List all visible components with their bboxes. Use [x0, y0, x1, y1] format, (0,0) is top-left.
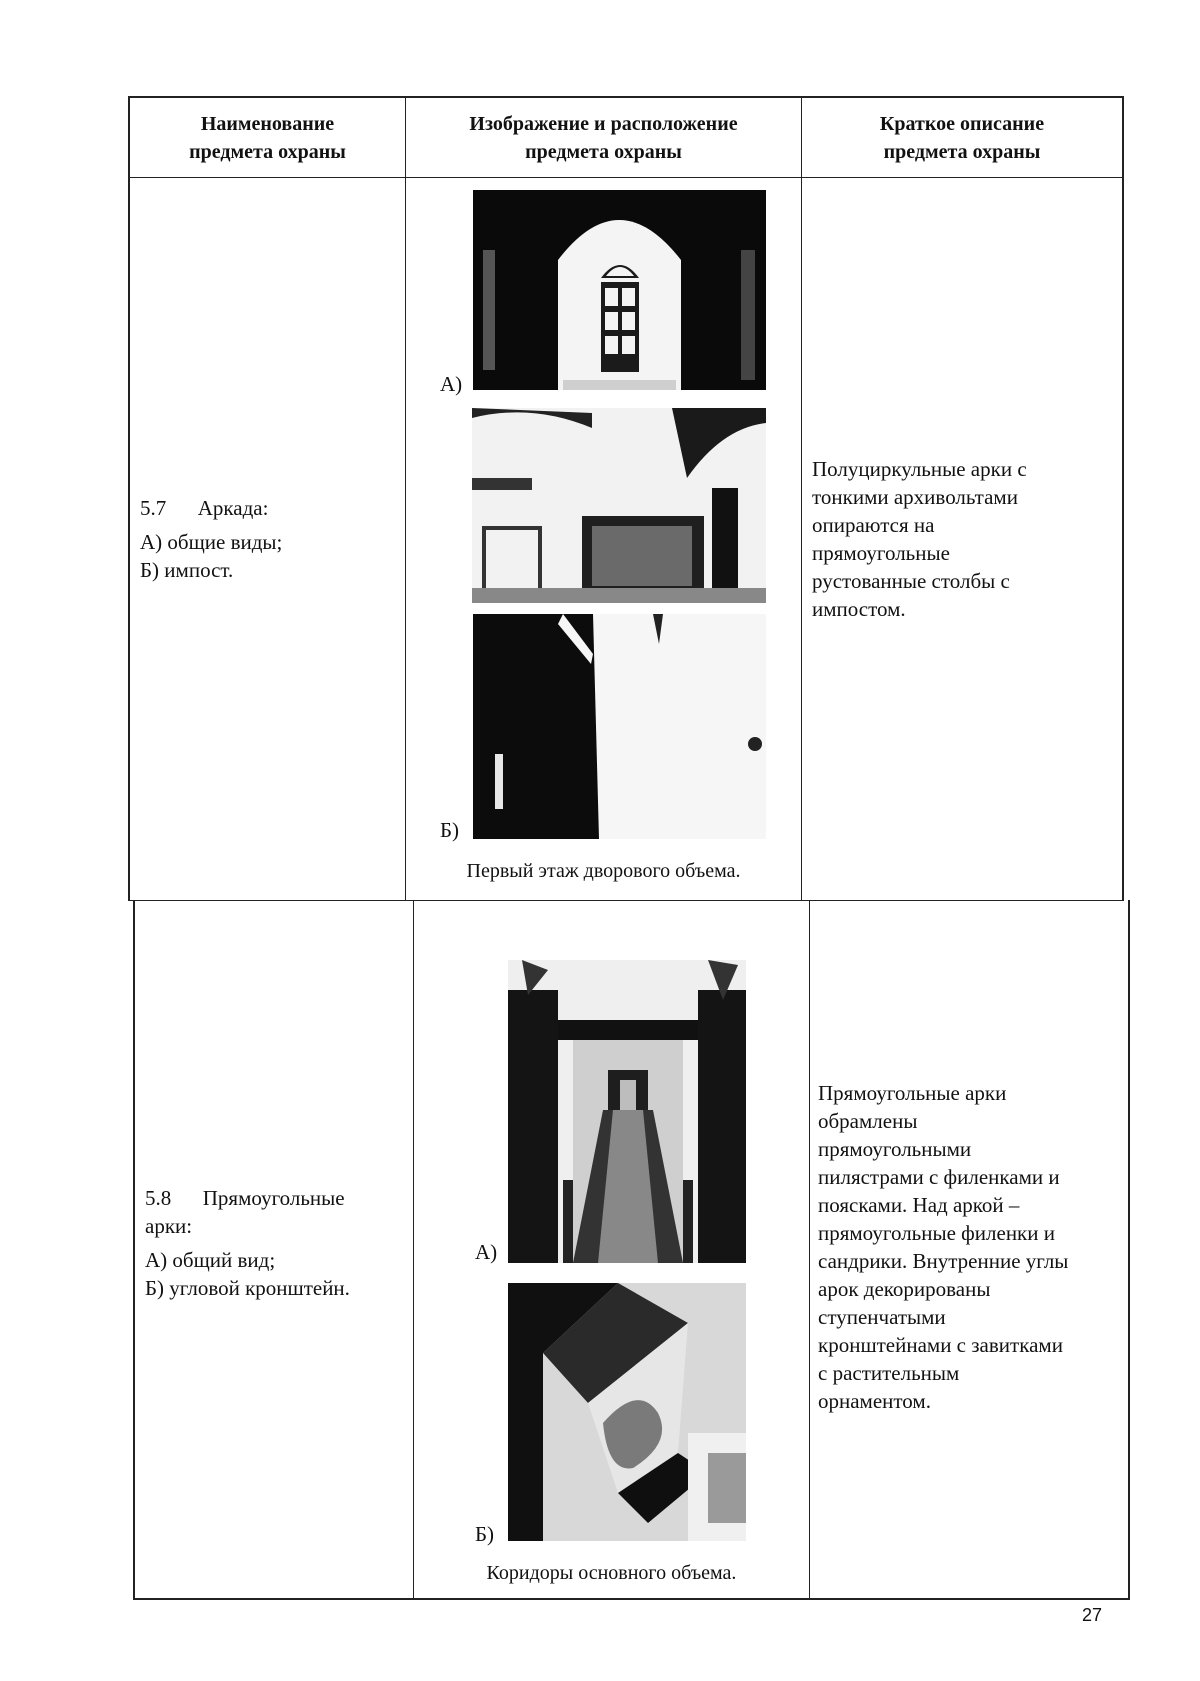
- row-5-8-description-line-1: Прямоугольные арки: [818, 1081, 1007, 1105]
- header-name-line-1: Наименование: [200, 113, 335, 135]
- row-5-8-description: [818, 1079, 1123, 1415]
- row-5-8-description-line-7: сандрики. Внутренние углы: [818, 1249, 1069, 1273]
- row-5-7-label-a: А): [440, 372, 463, 396]
- row-5-7-caption: Первый этаж дворового объема.: [466, 860, 741, 882]
- table-border-left-lower: [133, 900, 135, 1600]
- row-5-8-description-line-5: поясками. Над аркой –: [818, 1193, 1020, 1217]
- row-5-8-name-line-1: 5.8 Прямоугольные: [145, 1186, 345, 1210]
- row-5-8-label-a: А): [475, 1240, 498, 1264]
- row-5-8-name-line-3: А) общий вид;: [145, 1248, 276, 1272]
- row-5-8-description-line-12: орнаментом.: [818, 1389, 931, 1413]
- photo-arcade-impost: [473, 614, 766, 839]
- row-5-8-name-line-4: Б) угловой кронштейн.: [145, 1276, 350, 1300]
- row-5-8-label-b: Б): [475, 1522, 495, 1546]
- row-5-7-description-line-5: рустованные столбы с: [812, 569, 1010, 593]
- row-5-7-description-line-6: импостом.: [812, 597, 906, 621]
- row-5-7-description: [812, 455, 1117, 623]
- table-border-right-lower: [1128, 900, 1130, 1600]
- row-5-8-description-line-4: пилястрами с филенками и: [818, 1165, 1060, 1189]
- header-description-line-1: Краткое описание: [879, 113, 1045, 135]
- photo-arcade-general-view-2: [472, 408, 766, 603]
- row-5-7-name-line-1: 5.7 Аркада:: [140, 496, 269, 520]
- row-5-7-name-line-2: А) общие виды;: [140, 530, 283, 554]
- photo-arcade-general-view-1: [473, 190, 766, 390]
- page-number: 27: [1081, 1605, 1102, 1625]
- row-5-7-description-line-1: Полуциркульные арки с: [812, 457, 1027, 481]
- row-5-7-description-line-2: тонкими архивольтами: [812, 485, 1018, 509]
- row-5-8-description-line-6: прямоугольные филенки и: [818, 1221, 1055, 1245]
- table-col-divider-1-lower: [413, 900, 414, 1600]
- table-border-left: [128, 96, 130, 900]
- row-5-8-name: [145, 1184, 410, 1302]
- table-col-divider-1: [405, 96, 406, 900]
- photo-rect-arches-corner-bracket: [508, 1283, 746, 1541]
- row-5-8-description-line-8: арок декорированы: [818, 1277, 991, 1301]
- table-header-divider: [128, 177, 1124, 178]
- row-5-8-caption: Коридоры основного объема.: [486, 1562, 737, 1584]
- table-border-right: [1122, 96, 1124, 900]
- header-description: [802, 110, 1122, 166]
- photo-rect-arches-general-view: [508, 960, 746, 1263]
- table-border-bottom: [133, 1598, 1130, 1600]
- row-5-8-description-line-11: с растительным: [818, 1361, 960, 1385]
- row-5-8-description-line-10: кронштейнами с завитками: [818, 1333, 1063, 1357]
- header-name-line-2: предмета охраны: [189, 141, 346, 163]
- row-5-8-description-line-3: прямоугольными: [818, 1137, 972, 1161]
- table-col-divider-2: [801, 96, 802, 900]
- row-5-7-description-line-3: опираются на: [812, 513, 935, 537]
- row-5-7-description-line-4: прямоугольные: [812, 541, 950, 565]
- row-5-7-label-b: Б): [440, 818, 460, 842]
- header-name: [130, 110, 405, 166]
- row-5-8-description-line-2: обрамлены: [818, 1109, 918, 1133]
- row-5-8-name-line-2: арки:: [145, 1214, 193, 1238]
- header-image-line-1: Изображение и расположение: [469, 113, 738, 135]
- table-border-top: [128, 96, 1124, 98]
- header-image-line-2: предмета охраны: [525, 141, 682, 163]
- header-image: [406, 110, 801, 166]
- table-row-divider: [128, 900, 1124, 901]
- row-5-7-name: [140, 494, 400, 584]
- header-description-line-2: предмета охраны: [883, 141, 1041, 163]
- row-5-7-name-line-3: Б) импост.: [140, 558, 234, 582]
- row-5-8-description-line-9: ступенчатыми: [818, 1305, 946, 1329]
- table-col-divider-2-lower: [809, 900, 810, 1600]
